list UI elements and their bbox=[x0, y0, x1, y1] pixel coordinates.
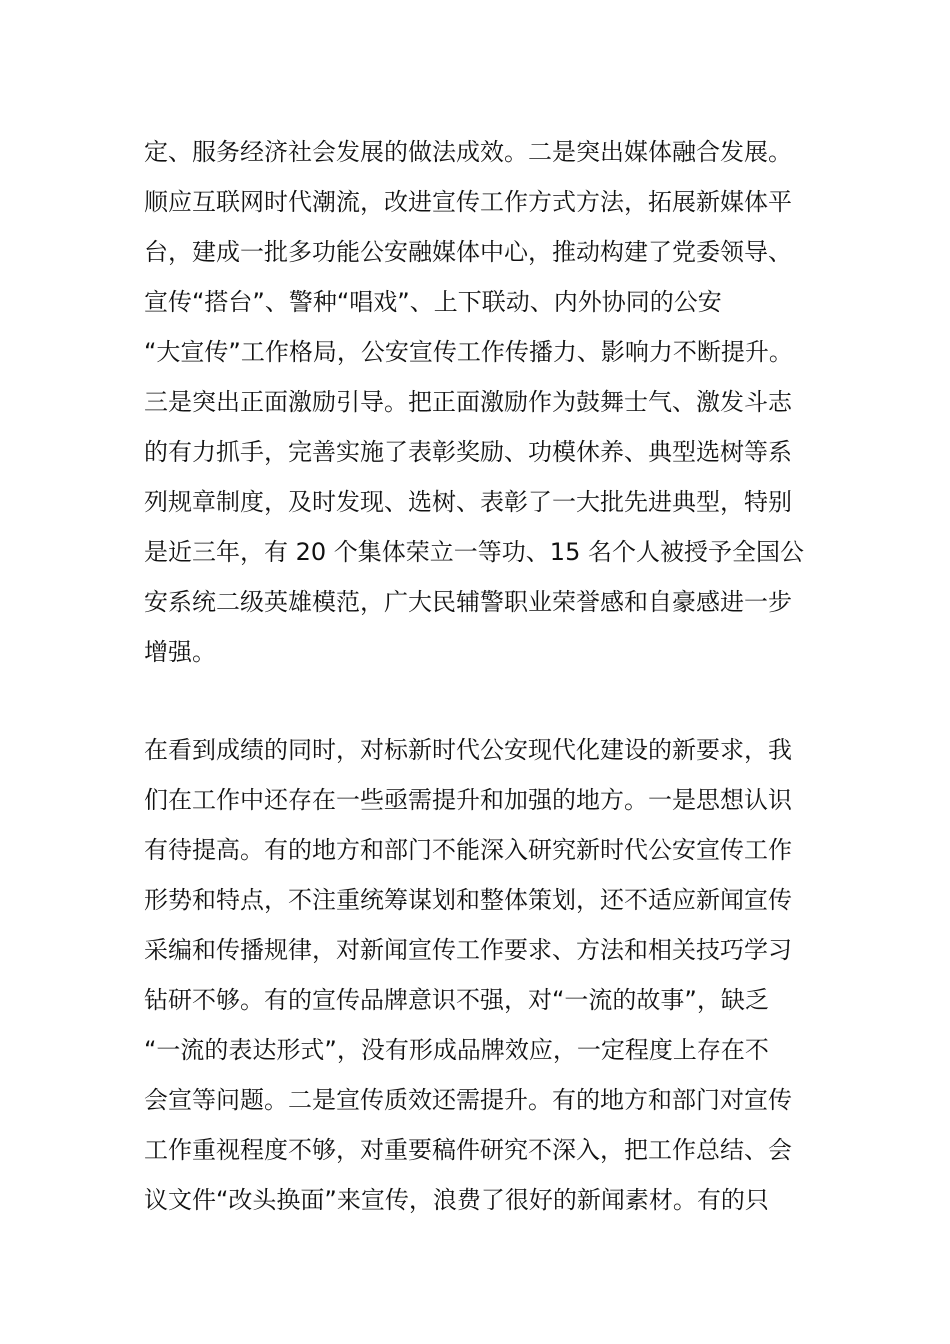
text-line: 采编和传播规律，对新闻宣传工作要求、方法和相关技巧学习 bbox=[144, 936, 792, 964]
paragraph-achievements bbox=[144, 127, 816, 677]
text-line: 顺应互联网时代潮流，改进宣传工作方式方法，拓展新媒体平 bbox=[144, 188, 792, 216]
text-line: 议文件“改头换面”来宣传，浪费了很好的新闻素材。有的只 bbox=[144, 1186, 769, 1214]
text-line: 会宣等问题。二是宣传质效还需提升。有的地方和部门对宣传 bbox=[144, 1086, 792, 1114]
text-line: 宣传“搭台”、警种“唱戏”、上下联动、内外协同的公安 bbox=[144, 288, 722, 316]
text-line: 增强。 bbox=[144, 638, 216, 666]
text-line: 台，建成一批多功能公安融媒体中心，推动构建了党委领导、 bbox=[144, 238, 792, 266]
text-line: 三是突出正面激励引导。把正面激励作为鼓舞士气、激发斗志 bbox=[144, 388, 792, 416]
text-line: 形势和特点，不注重统筹谋划和整体策划，还不适应新闻宣传 bbox=[144, 886, 792, 914]
text-line: 钻研不够。有的宣传品牌意识不强，对“一流的故事”，缺乏 bbox=[144, 986, 769, 1014]
text-line: 安系统二级英雄模范，广大民辅警职业荣誉感和自豪感进一步 bbox=[144, 588, 792, 616]
text-line: 工作重视程度不够，对重要稿件研究不深入，把工作总结、会 bbox=[144, 1136, 792, 1164]
text-line: 的有力抓手，完善实施了表彰奖励、功模休养、典型选树等系 bbox=[144, 438, 792, 466]
text-line: 们在工作中还存在一些亟需提升和加强的地方。一是思想认识 bbox=[144, 786, 792, 814]
text-line: 定、服务经济社会发展的做法成效。二是突出媒体融合发展。 bbox=[144, 138, 792, 166]
text-line: 是近三年，有 20 个集体荣立一等功、15 名个人被授予全国公 bbox=[144, 538, 804, 566]
text-line: “一流的表达形式”，没有形成品牌效应，一定程度上存在不 bbox=[144, 1036, 769, 1064]
text-line: 列规章制度，及时发现、选树、表彰了一大批先进典型，特别 bbox=[144, 488, 792, 516]
text-line: 在看到成绩的同时，对标新时代公安现代化建设的新要求，我 bbox=[144, 736, 792, 764]
paragraph-shortcomings bbox=[144, 725, 816, 1225]
text-line: “大宣传”工作格局，公安宣传工作传播力、影响力不断提升。 bbox=[144, 338, 793, 366]
text-line: 有待提高。有的地方和部门不能深入研究新时代公安宣传工作 bbox=[144, 836, 792, 864]
